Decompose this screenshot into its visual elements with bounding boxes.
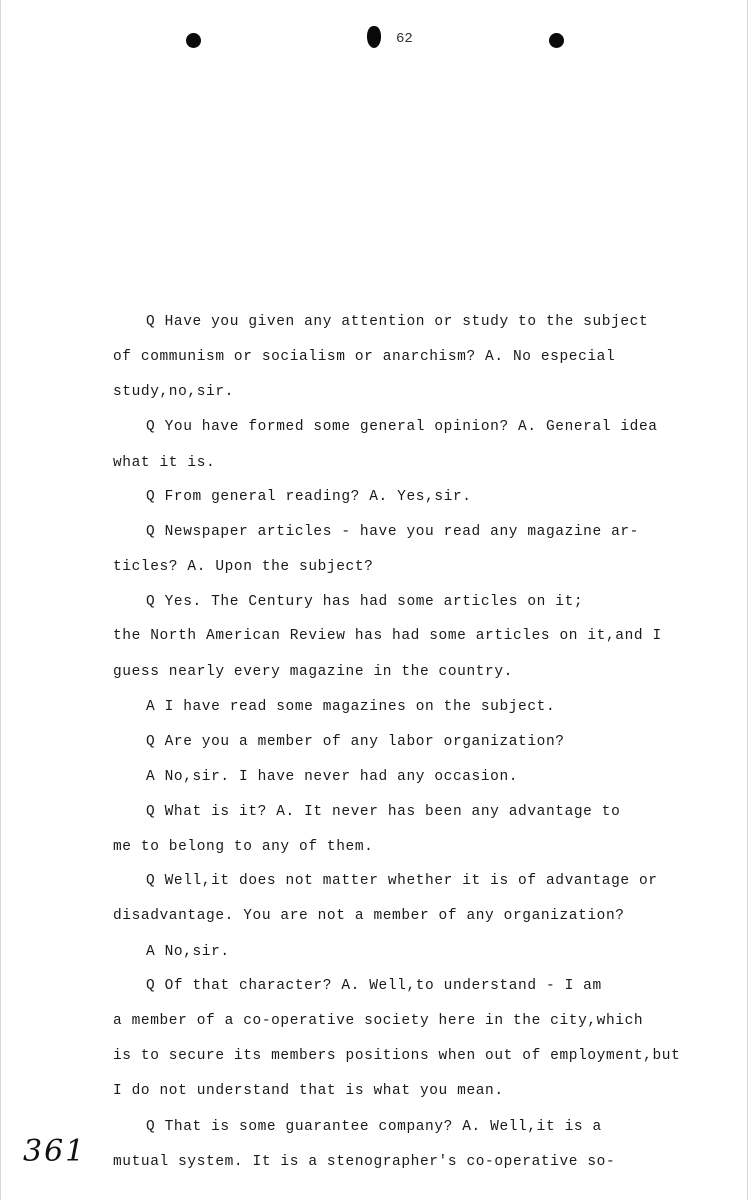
text-line: Q Have you given any attention or study to the subject — [146, 314, 649, 330]
text-line: the North American Review has had some articles on it,and I — [113, 628, 662, 644]
text-line: ticles? A. Upon the subject? — [113, 559, 374, 575]
text-line: Q That is some guarantee company? A. Well,it is a — [146, 1119, 602, 1135]
text-line: Q Of that character? A. Well,to understand - I am — [146, 978, 602, 994]
text-line: is to secure its members positions when out of employment,but — [113, 1048, 681, 1064]
text-line: Q Yes. The Century has had some articles on it; — [146, 594, 584, 610]
text-line: Q From general reading? A. Yes,sir. — [146, 489, 472, 505]
text-line: Q Are you a member of any labor organization? — [146, 734, 565, 750]
text-line: guess nearly every magazine in the country. — [113, 664, 513, 680]
text-line: study,no,sir. — [113, 384, 234, 400]
text-line: I do not understand that is what you mean. — [113, 1083, 504, 1099]
margin-handwritten-number: 361 — [23, 1134, 87, 1169]
text-line: A No,sir. — [146, 944, 230, 960]
punch-hole-right — [549, 33, 564, 48]
text-line: Q What is it? A. It never has been any advantage to — [146, 804, 621, 820]
text-line: A No,sir. I have never had any occasion. — [146, 769, 519, 785]
text-line: mutual system. It is a stenographer's co-operative so- — [113, 1154, 616, 1170]
text-line: Q You have formed some general opinion? A. General idea — [146, 419, 658, 435]
page-number: 62 — [396, 31, 413, 47]
text-line: Q Newspaper articles - have you read any magazine ar- — [146, 524, 639, 540]
text-line: Q Well,it does not matter whether it is of advantage or — [146, 873, 658, 889]
text-line: of communism or socialism or anarchism? A. No especial — [113, 349, 616, 365]
text-line: disadvantage. You are not a member of any organization? — [113, 908, 625, 924]
punch-hole-center — [367, 26, 381, 48]
text-line: A I have read some magazines on the subject. — [146, 699, 556, 715]
text-line: a member of a co-operative society here in the city,which — [113, 1013, 644, 1029]
text-line: me to belong to any of them. — [113, 839, 374, 855]
punch-hole-left — [186, 33, 201, 48]
text-line: what it is. — [113, 455, 216, 471]
